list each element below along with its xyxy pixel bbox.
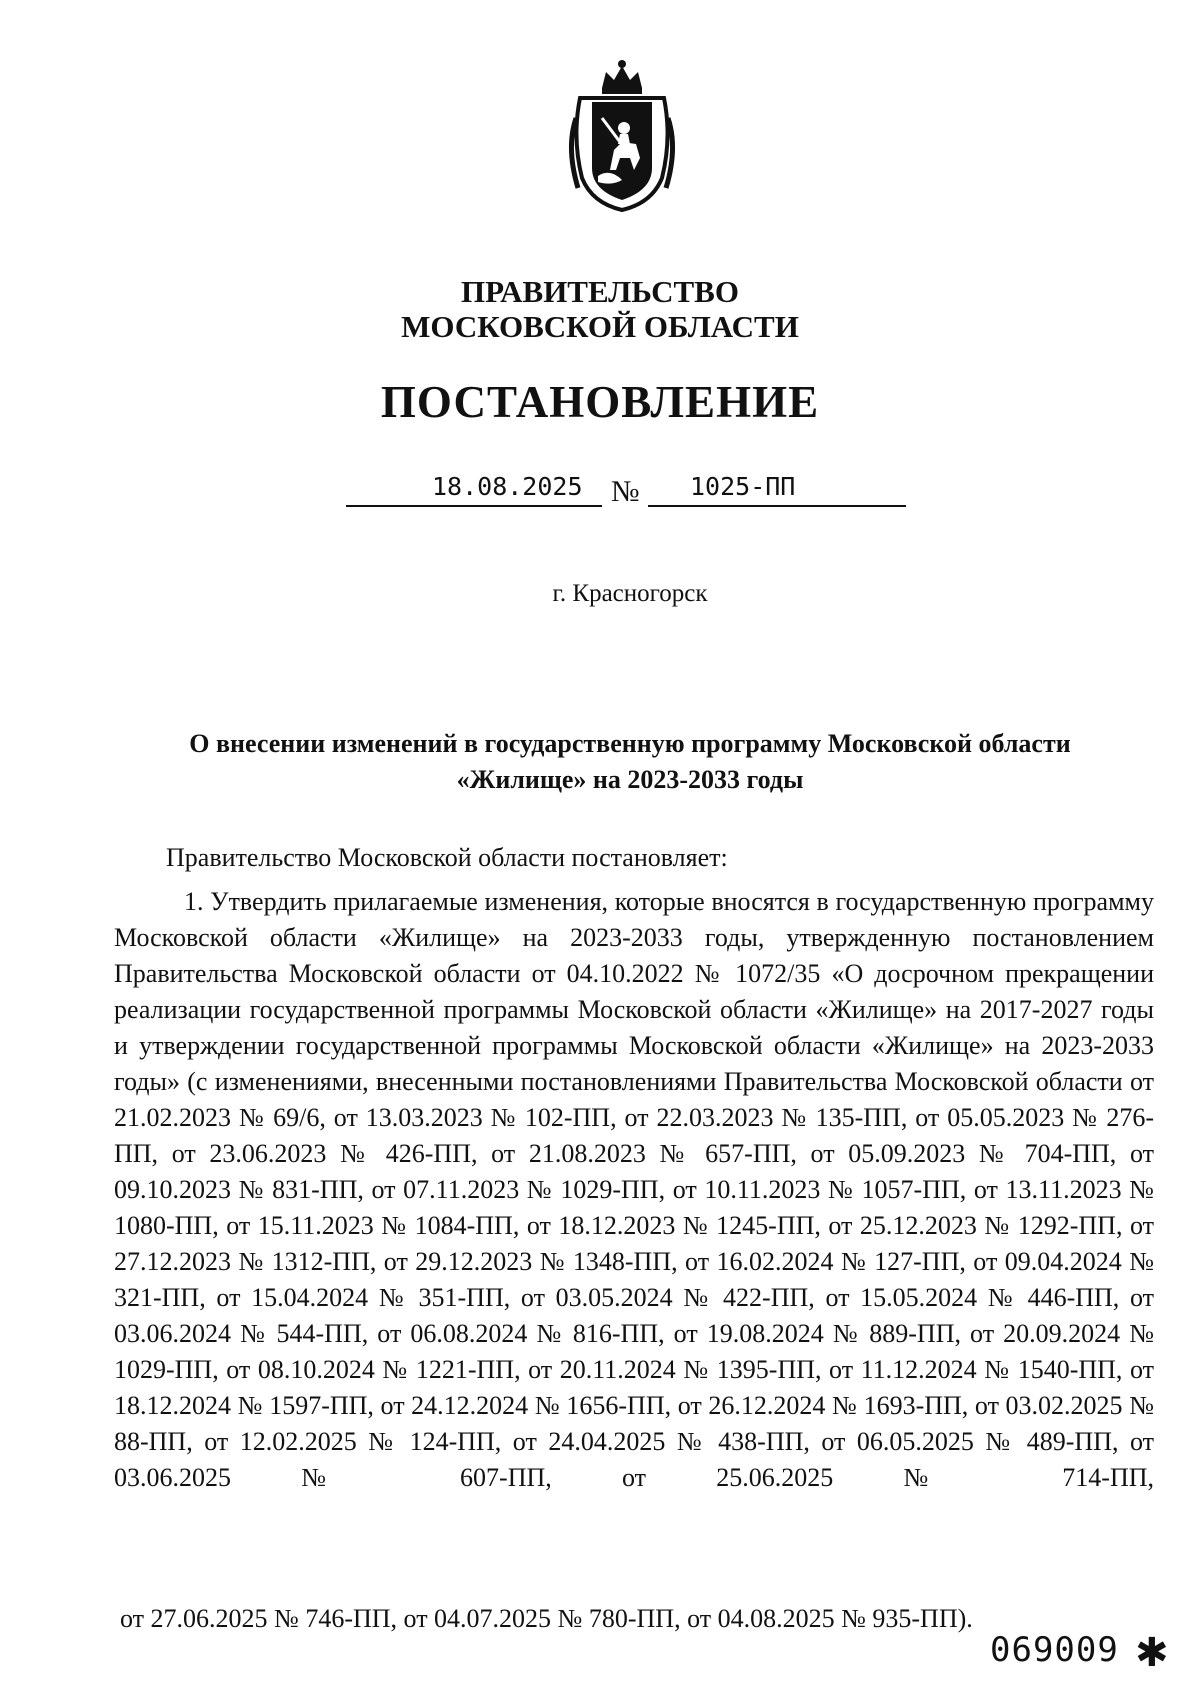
paragraph-1-last-line: от 27.06.2025 № 746-ПП, от 04.07.2025 № 780-ПП, от 04.08.2025 № 935-ПП). <box>120 1604 973 1633</box>
asterisk-icon: ✱ <box>1135 1630 1169 1676</box>
org-name-line2: МОСКОВСКОЙ ОБЛАСТИ <box>401 309 799 344</box>
document-number: 1025-ПП <box>690 472 796 501</box>
subject-line-1: О внесении изменений в государственную программу Московской области <box>189 729 1071 758</box>
coat-of-arms-emblem <box>562 58 682 216</box>
city: г. Красногорск <box>552 580 708 607</box>
subject-line-2: «Жилище» на 2023-2033 годы <box>456 765 804 794</box>
number-underline <box>648 505 906 507</box>
number-sign: № <box>611 475 640 508</box>
intro-paragraph: Правительство Московской области постановляет: <box>166 843 728 872</box>
org-name-line1: ПРАВИТЕЛЬСТВО <box>461 274 739 309</box>
date-underline <box>346 505 602 507</box>
paragraph-1-text: 1. Утвердить прилагаемые изменения, которые вносятся в государственную программу Московской области «Жилище» на 2023-2033 годы, утвержденную постановлением Правительства Московской области от 04.10.2022 № 1072/35 «О досрочном прекращении реализации государственной программы Московской области «Жилище» на 2017-2027 годы и утверждении государственной программы Московской области «Жилище» на 2023-2033 годы» (с изменениями, внесенными постановлениями Правительства Московской области от 21.02.2023 № 69/6, от 13.03.2023 № 102-ПП, от 22.03.2023 № 135-ПП, от 05.05.2023 № 276-ПП, от 23.06.2023 № 426-ПП, от 21.08.2023 № 657-ПП, от 05.09.2023 № 704-ПП, от 09.10.2023 № 831-ПП, от 07.11.2023 № 1029-ПП, от 10.11.2023 № 1057-ПП, от 13.11.2023 № 1080-ПП, от 15.11.2023 № 1084-ПП, от 18.12.2023 № 1245-ПП, от 25.12.2023 № 1292-ПП, от 27.12.2023 № 1312-ПП, от 29.12.2023 № 1348-ПП, от 16.02.2024 № 127-ПП, от 09.04.2024 № 321-ПП, от 15.04.2024 № 351-ПП, от 03.05.2024 № 422-ПП, от 15.05.2024 № 446-ПП, от 03.06.2024 № 544-ПП, от 06.08.2024 № 816-ПП, от 19.08.2024 № 889-ПП, от 20.09.2024 № 1029-ПП, от 08.10.2024 № 1221-ПП, от 20.11.2024 № 1395-ПП, от 11.12.2024 № 1540-ПП, от 18.12.2024 № 1597-ПП, от 24.12.2024 № 1656-ПП, от 26.12.2024 № 1693-ПП, от 03.02.2025 № 88-ПП, от 12.02.2025 № 124-ПП, от 24.04.2025 № 438-ПП, от 06.05.2025 № 489-ПП, от 03.06.2025 № 607-ПП, от 25.06.2025 № 714-ПП, <box>114 887 1154 1492</box>
paragraph-1 <box>114 884 1154 1496</box>
document-type: ПОСТАНОВЛЕНИЕ <box>380 377 820 427</box>
document-date: 18.08.2025 <box>432 472 583 501</box>
page-code: 069009 <box>990 1630 1119 1670</box>
document-subject <box>130 726 1130 798</box>
